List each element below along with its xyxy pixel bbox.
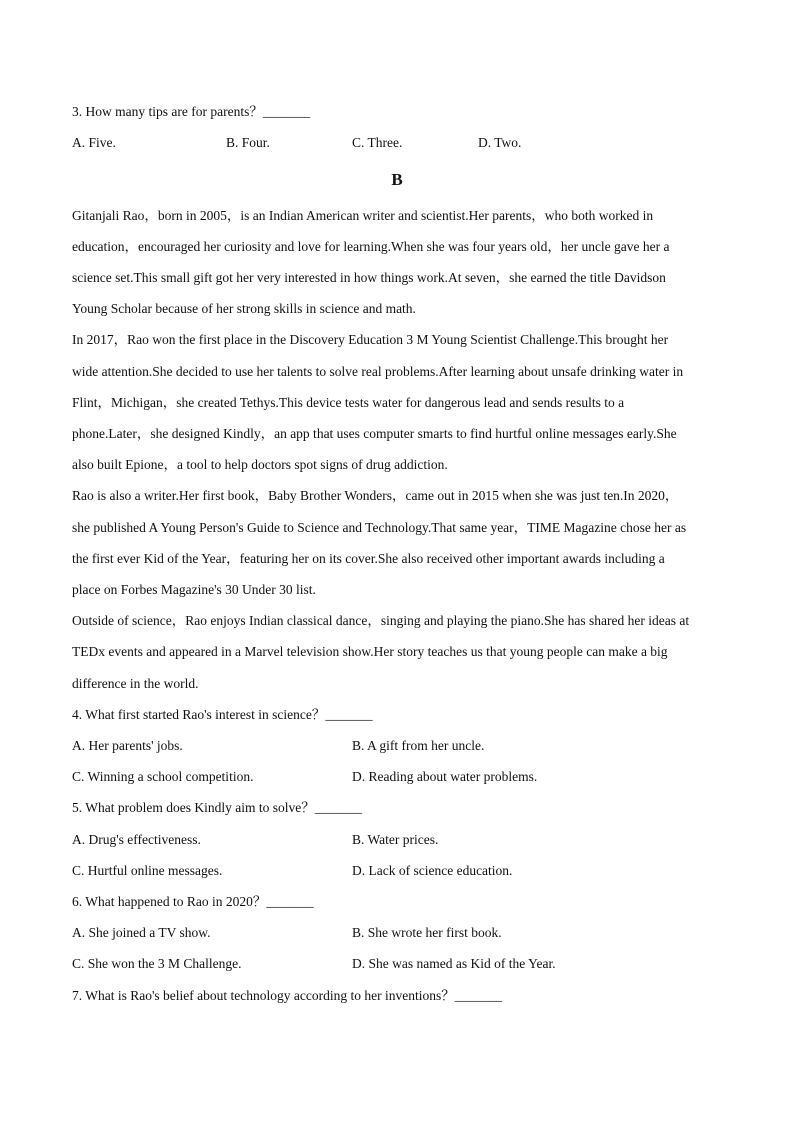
- passage-line: Young Scholar because of her strong skills in science and math.: [72, 301, 416, 316]
- question-3-stem: 3. How many tips are for parents？_______: [72, 104, 311, 119]
- question-5-option-a: A. Drug's effectiveness.: [72, 832, 201, 847]
- question-6-option-a: A. She joined a TV show.: [72, 925, 211, 940]
- passage-line: place on Forbes Magazine's 30 Under 30 list.: [72, 582, 316, 597]
- passage-line: In 2017，Rao won the first place in the Discovery Education 3 M Young Scientist Challenge.This brought her: [72, 332, 669, 347]
- question-3-option-c: C. Three.: [352, 135, 403, 150]
- passage-line: science set.This small gift got her very interested in how things work.At seven，she earned the title Davidson: [72, 270, 666, 285]
- question-3-option-b: B. Four.: [226, 135, 270, 150]
- passage-line: Outside of science，Rao enjoys Indian classical dance，singing and playing the piano.She has shared her ideas at: [72, 613, 690, 628]
- question-4-option-a: A. Her parents' jobs.: [72, 738, 183, 753]
- question-5-stem: 5. What problem does Kindly aim to solve？_______: [72, 800, 362, 815]
- question-5-option-b: B. Water prices.: [352, 832, 439, 847]
- question-6-option-b: B. She wrote her first book.: [352, 925, 502, 940]
- question-6-option-d: D. She was named as Kid of the Year.: [352, 956, 556, 971]
- question-6-option-c: C. She won the 3 M Challenge.: [72, 956, 242, 971]
- passage-line: education，encouraged her curiosity and love for learning.When she was four years old，her uncle gave her a: [72, 239, 670, 254]
- passage-line: wide attention.She decided to use her talents to solve real problems.After learning about unsafe drinking water in: [72, 364, 684, 379]
- question-4-stem: 4. What first started Rao's interest in science？_______: [72, 707, 373, 722]
- question-6-stem: 6. What happened to Rao in 2020？_______: [72, 894, 314, 909]
- passage-line: she published A Young Person's Guide to Science and Technology.That same year，TIME Magazine chose her as: [72, 520, 687, 535]
- question-5-option-c: C. Hurtful online messages.: [72, 863, 223, 878]
- passage-line: Flint，Michigan，she created Tethys.This device tests water for dangerous lead and sends results to a: [72, 395, 625, 410]
- question-3-option-d: D. Two.: [478, 135, 522, 150]
- question-4-option-d: D. Reading about water problems.: [352, 769, 538, 784]
- passage-line: difference in the world.: [72, 676, 199, 691]
- section-b-title: B: [391, 170, 403, 189]
- question-5-option-d: D. Lack of science education.: [352, 863, 513, 878]
- passage-line: Gitanjali Rao，born in 2005，is an Indian American writer and scientist.Her parents，who both worked in: [72, 208, 654, 223]
- question-4-option-b: B. A gift from her uncle.: [352, 738, 485, 753]
- question-7-stem: 7. What is Rao's belief about technology according to her inventions？_______: [72, 988, 502, 1003]
- passage-line: also built Epione，a tool to help doctors spot signs of drug addiction.: [72, 457, 448, 472]
- passage-line: TEDx events and appeared in a Marvel television show.Her story teaches us that young people can make a big: [72, 644, 668, 659]
- question-4-option-c: C. Winning a school competition.: [72, 769, 254, 784]
- passage-line: phone.Later，she designed Kindly，an app that uses computer smarts to find hurtful online messages early.She: [72, 426, 677, 441]
- passage-line: the first ever Kid of the Year，featuring her on its cover.She also received other important awards including a: [72, 551, 665, 566]
- question-3-option-a: A. Five.: [72, 135, 116, 150]
- passage-line: Rao is also a writer.Her first book，Baby Brother Wonders，came out in 2015 when she was just ten.In 2020，: [72, 488, 679, 503]
